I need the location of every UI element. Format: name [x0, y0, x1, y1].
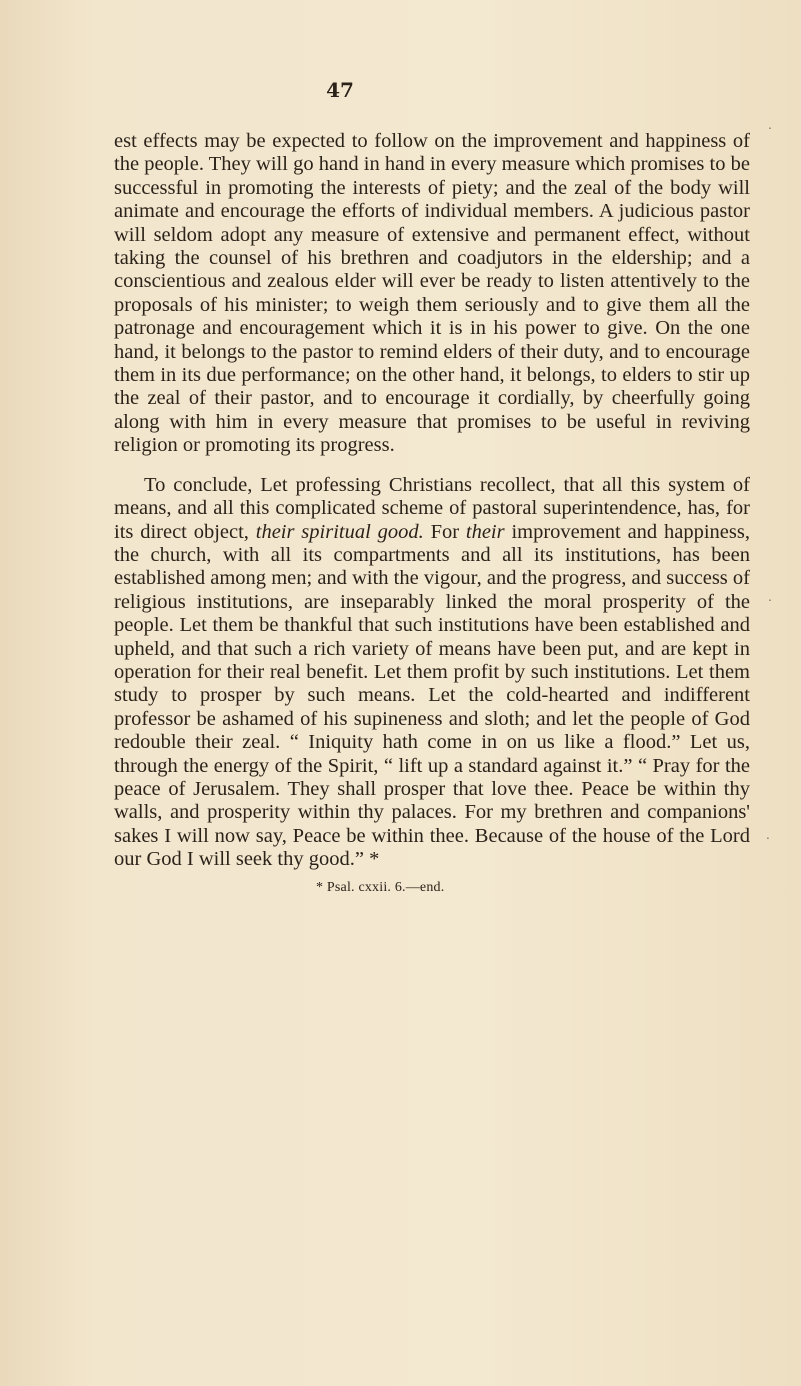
- margin-speck: .: [766, 828, 770, 842]
- margin-speck: .: [768, 118, 772, 132]
- conclusion-text-2: For: [423, 520, 466, 543]
- paragraph-conclusion: [114, 474, 750, 872]
- footnote: * Psal. cxxii. 6.—end.: [316, 880, 445, 895]
- page-number: 47: [326, 78, 354, 102]
- conclusion-text-3: improvement and happiness, the church, with all its compartments and all its institutions, has been established among men; and with the vigour, and the progress, and success of religious institutions, are inseparably linked the moral prosperity of the people. Let them be thankful that such institutions have been established and upheld, and that such a rich variety of means have been put, and are kept in operation for their real benefit. Let them profit by such institutions. Let them study to prosper by such means. Let the cold-hearted and indifferent professor be ashamed of his supineness and sloth; and let the people of God redouble their zeal. “ Iniquity hath come in on us like a flood.” Let us, through the energy of the Spirit, “ lift up a standard against it.” “ Pray for the peace of Jerusalem. They shall prosper that love thee. Peace be within thy walls, and prosperity within thy palaces. For my brethren and companions' sakes I will now say, Peace be within thee. Because of the house of the Lord our God I will seek thy good.” *: [114, 520, 750, 871]
- body-text: [114, 130, 750, 872]
- conclusion-italic-spiritual-good: their spiritual good.: [255, 520, 424, 543]
- conclusion-italic-their: their: [465, 520, 505, 543]
- margin-speck: .: [768, 590, 772, 604]
- conclusion-text-1: To conclude, Let professing Christians recollect, that all this system of means, and all this complicated scheme of pastoral superintendence, has, for its direct object,: [114, 473, 750, 543]
- paragraph-pastor-elders: est effects may be expected to follow on the improvement and happiness of the people. They will go hand in hand in every measure which promises to be successful in promoting the interests of piety; and the zeal of the body will animate and encourage the efforts of individual members. A judicious pastor will seldom adopt any measure of extensive and permanent effect, without taking the counsel of his brethren and coadjutors in the eldership; and a conscientious and zealous elder will ever be ready to listen attentively to the proposals of his minister; to weigh them seriously and to give them all the patronage and encouragement which it is in his power to give. On the one hand, it belongs to the pastor to remind elders of their duty, and to encourage them in its due performance; on the other hand, it belongs, to elders to stir up the zeal of their pastor, and to encourage it cordially, by cheerfully going along with him in every measure that promises to be useful in reviving religion or promoting its progress.: [114, 130, 750, 457]
